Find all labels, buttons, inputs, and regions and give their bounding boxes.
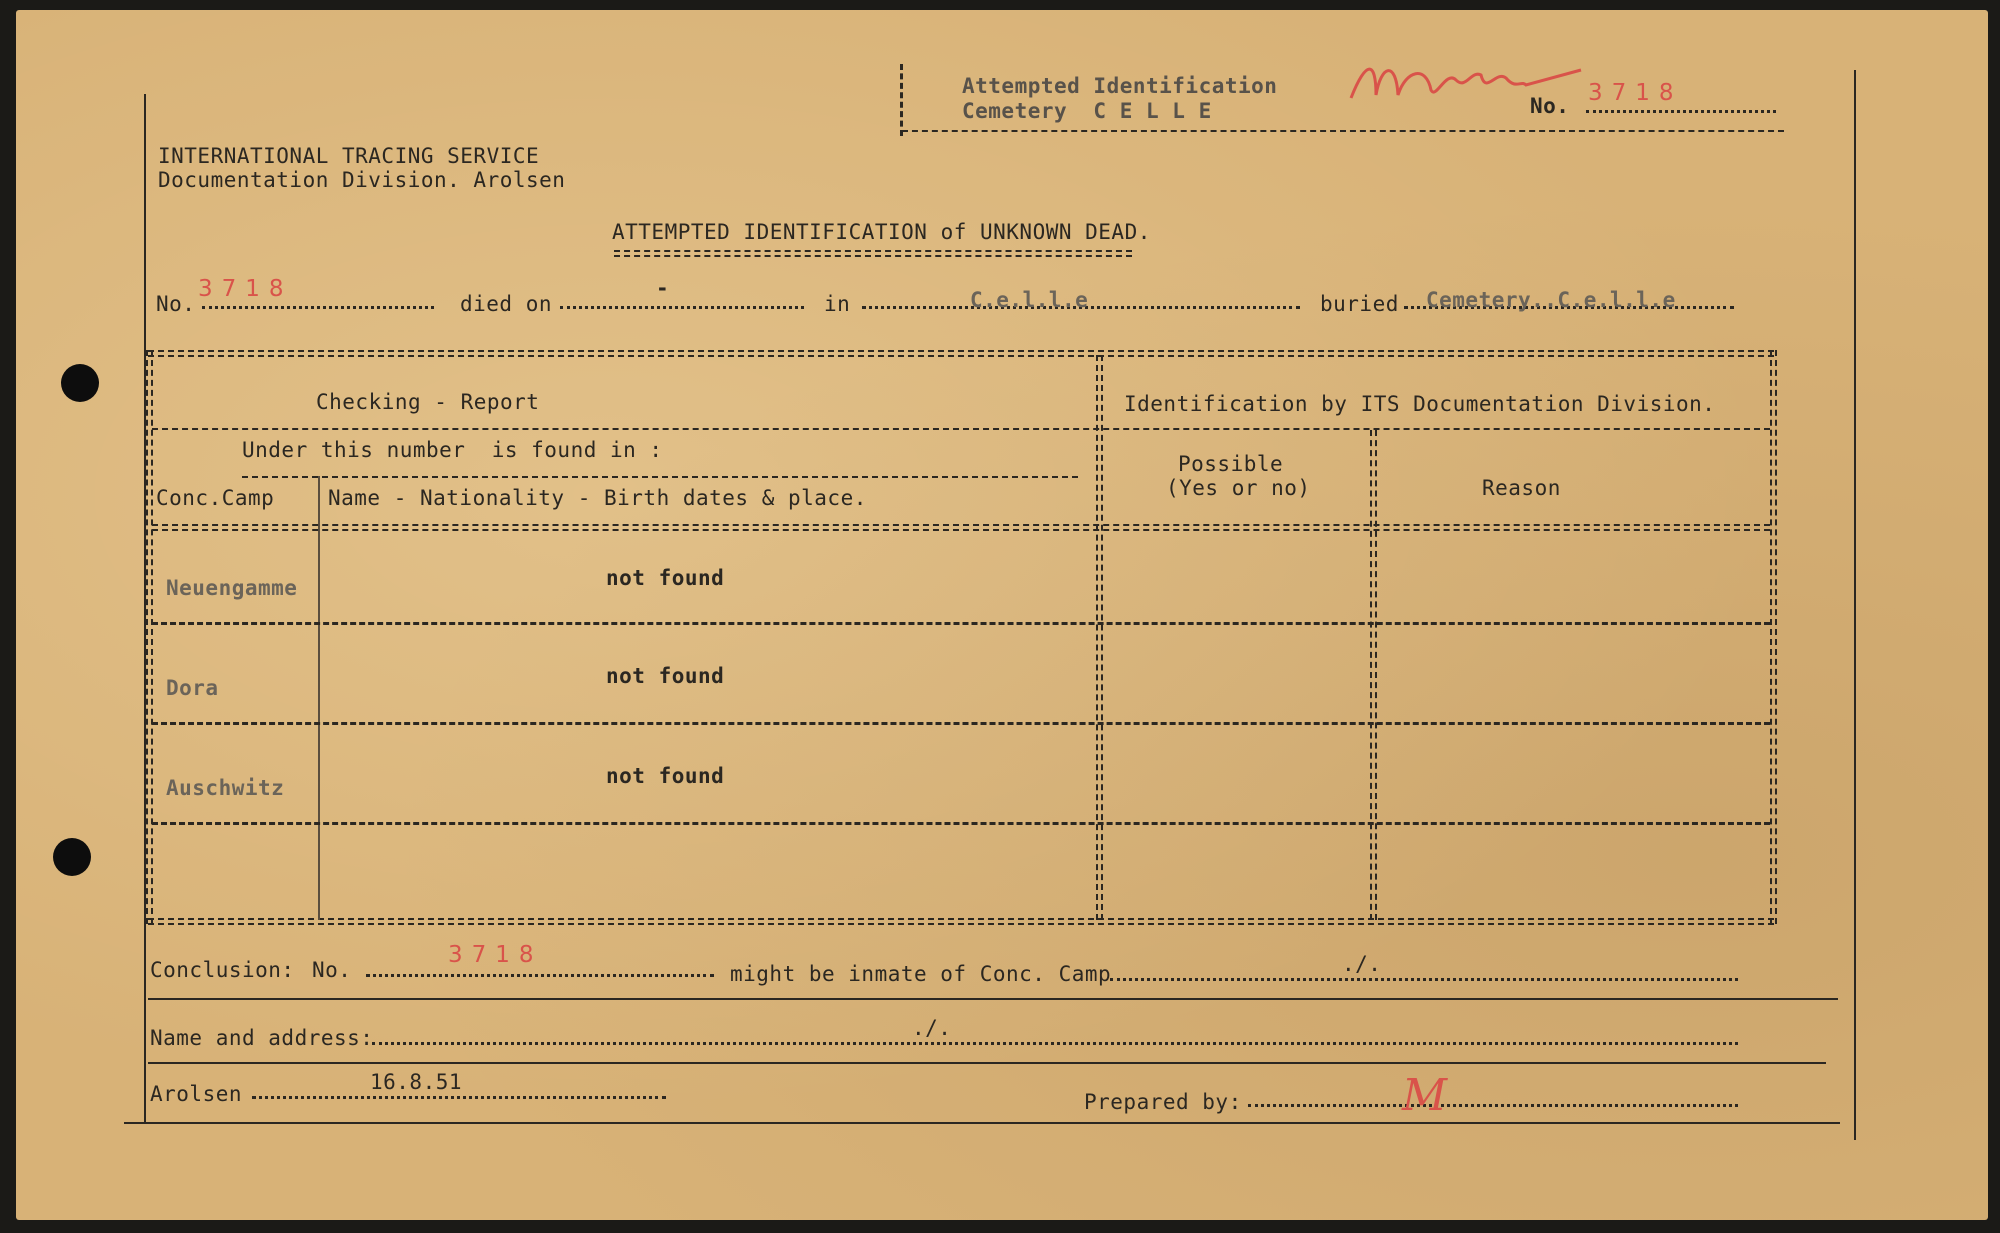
name-address-dots	[372, 1042, 1738, 1045]
died-on-label: died on	[460, 292, 553, 316]
row-result: not found	[606, 566, 725, 590]
prepared-by-label: Prepared by:	[1084, 1090, 1242, 1114]
punch-hole-bottom	[53, 838, 91, 876]
conclusion-no-label: No.	[312, 958, 352, 982]
org-name: INTERNATIONAL TRACING SERVICE	[158, 144, 540, 168]
buried-label: buried	[1320, 292, 1399, 316]
row-separator	[152, 822, 1770, 825]
table-center-divider	[1096, 355, 1103, 920]
index-card	[16, 10, 1988, 1220]
name-address-value: ./.	[912, 1016, 952, 1040]
header-no-value: 3718	[1588, 80, 1683, 106]
col-conc-camp: Conc.Camp	[156, 486, 275, 510]
conclusion-camp-dots	[1110, 978, 1738, 981]
row-camp: Auschwitz	[166, 776, 285, 800]
col-reason: Reason	[1482, 476, 1561, 500]
row-separator	[152, 722, 1770, 725]
stamp-line-1: Attempted Identification	[962, 74, 1278, 98]
date-value: 16.8.51	[370, 1070, 463, 1094]
died-on-value: -	[656, 276, 670, 300]
conclusion-label: Conclusion:	[150, 958, 295, 982]
record-no-dots	[202, 306, 434, 309]
frame-right-line	[1854, 70, 1856, 1140]
conclusion-no-dots	[366, 974, 714, 977]
row-camp: Neuengamme	[166, 576, 298, 600]
col-possible-line2: (Yes or no)	[1166, 476, 1311, 500]
header-no-label: No.	[1530, 94, 1570, 118]
camp-name-divider	[318, 476, 320, 920]
table-top-border	[148, 350, 1774, 357]
conclusion-camp-value: ./.	[1342, 952, 1382, 976]
punch-hole-top	[61, 364, 99, 402]
date-dots	[252, 1096, 666, 1099]
col-possible-line1: Possible	[1178, 452, 1284, 476]
conclusion-no-value: 3718	[448, 942, 543, 968]
row-result: not found	[606, 764, 725, 788]
table-right-border	[1770, 350, 1777, 924]
header-no-dots	[1586, 110, 1776, 113]
org-division: Documentation Division. Arolsen	[158, 168, 566, 192]
found-in-subheader: Under this number is found in :	[242, 438, 663, 462]
col-name-nationality: Name - Nationality - Birth dates & place.	[328, 486, 867, 510]
row-result: not found	[606, 664, 725, 688]
identification-header: Identification by ITS Documentation Division.	[1124, 392, 1716, 416]
buried-value: Cemetery..C.e.l.l.e	[1426, 288, 1676, 312]
row-camp: Dora	[166, 676, 219, 700]
column-header-underline	[152, 524, 1770, 531]
stamp-box-left	[900, 64, 903, 136]
in-label: in	[824, 292, 851, 316]
record-no-label: No.	[156, 292, 196, 316]
stamp-line-2: Cemetery C E L L E	[962, 99, 1212, 123]
table-bottom-border	[148, 918, 1774, 925]
died-on-dots	[560, 306, 804, 309]
name-address-rule	[148, 1062, 1826, 1064]
prepared-by-dots	[1248, 1104, 1738, 1107]
name-address-label: Name and address:	[150, 1026, 374, 1050]
stamp-box-bottom	[902, 130, 1784, 132]
page-title: ATTEMPTED IDENTIFICATION of UNKNOWN DEAD.	[612, 220, 1151, 244]
conclusion-rule	[148, 998, 1838, 1000]
inmate-text: might be inmate of Conc. Camp	[730, 962, 1112, 986]
frame-bottom-line	[124, 1122, 1840, 1124]
table-left-border	[146, 350, 153, 924]
possible-reason-divider	[1370, 430, 1377, 920]
header-row-line	[152, 428, 1770, 430]
subheader-line	[242, 476, 1078, 478]
row-separator	[152, 622, 1770, 625]
title-underline	[614, 250, 1132, 257]
preparer-initials: M	[1402, 1070, 1448, 1121]
in-value: C.e.l.l.e	[970, 288, 1089, 312]
record-no-value: 3718	[198, 276, 293, 302]
place-label: Arolsen	[150, 1082, 243, 1106]
checking-report-header: Checking - Report	[316, 390, 540, 414]
